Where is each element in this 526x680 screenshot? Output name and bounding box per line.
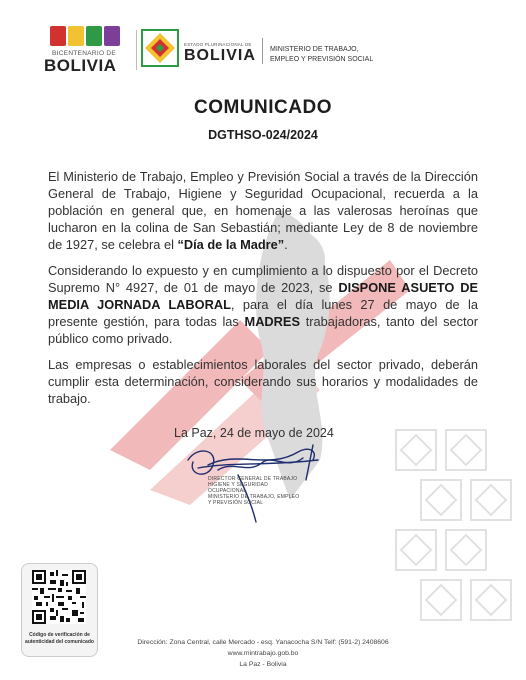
qr-code-icon[interactable] (32, 570, 86, 624)
bolivia-wordmark: BOLIVIA (184, 47, 256, 64)
bicentenario-subtitle: BICENTENARIO DE (51, 50, 117, 57)
issue-date: La Paz, 24 de mayo de 2024 (174, 426, 334, 440)
paragraph-1: El Ministerio de Trabajo, Empleo y Previsión Social a través de la Dirección General de Trabajo, Higiene y Seguridad Ocupacional, recuerda a la población en general que, en homenaje a las valerosas heroínas que lucharon en la colina de San Sebastián; mediante Ley de 8 de noviembre de 1927, se celebra el “Día de la Madre”. (48, 169, 478, 252)
header-divider (136, 30, 137, 70)
bicentenario-title: BOLIVIA (44, 56, 117, 75)
ministry-name (270, 45, 373, 65)
document-title: COMUNICADO (194, 97, 332, 118)
qr-caption: Código de verificación de autenticidad del comunicado (25, 632, 94, 645)
ministry-line-1: MINISTERIO DE TRABAJO, (270, 46, 359, 53)
bolivia-emblem-icon (140, 28, 180, 68)
footer-city: La Paz - Bolivia (239, 661, 287, 668)
andean-pattern-decoration (386, 420, 526, 650)
ministry-line-2: EMPLEO Y PREVISIÓN SOCIAL (270, 56, 374, 63)
footer-website-link[interactable]: www.mintrabajo.gob.bo (227, 650, 299, 657)
paragraph-2: Considerando lo expuesto y en cumplimiento a lo dispuesto por el Decreto Supremo N° 4927, de 01 de mayo de 2023, se DISPONE ASUETO DE MEDIA JORNADA LABORAL, para el día lunes 27 de mayo de la presente gestión, para todas las MADRES trabajadoras, tanto del sector público como privado. (48, 263, 478, 346)
page-footer (100, 637, 426, 670)
madres-highlight: MADRES (244, 314, 300, 329)
half-day-highlight: DISPONE ASUETO DE MEDIA JORNADA LABORAL (48, 280, 478, 312)
qr-verification-box[interactable] (21, 563, 98, 657)
official-stamp: DIRECTOR GENERAL DE TRABAJO HIGIENE Y SEGURIDAD OCUPACIONAL MINISTERIO DE TRABAJO, EMPLEO Y PREVISIÓN SOCIAL (208, 476, 300, 506)
ministry-divider (262, 38, 263, 64)
paragraph-3: Las empresas o establecimientos laborales del sector privado, deberán cumplir esta determinación, considerando sus horarios y modalidades de trabajo. (48, 357, 478, 406)
bicentenario-color-blocks (50, 26, 132, 46)
footer-address: Dirección: Zona Central, calle Mercado - esq. Yanacocha S/N Telf: (591-2) 2408606 (137, 639, 389, 646)
estado-plurinacional-label: ESTADO PLURINACIONAL DE (184, 42, 252, 47)
bicentenario-logo (44, 26, 132, 78)
bolivia-logo (140, 28, 260, 72)
document-body (48, 168, 478, 416)
document-code: DGTHSO-024/2024 (208, 128, 318, 142)
mothers-day-highlight: “Día de la Madre” (177, 237, 285, 252)
